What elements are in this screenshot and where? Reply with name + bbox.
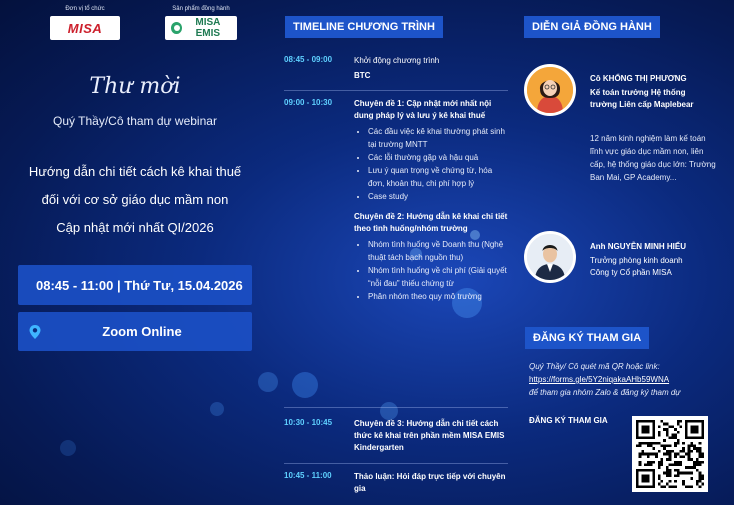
timeline-title: Chuyên đề 1: Cập nhật mới nhất nội dung pháp lý và lưu ý kê khai thuế bbox=[354, 99, 492, 120]
timeline-bullets-2 bbox=[368, 238, 508, 303]
bokeh-dot bbox=[210, 402, 224, 416]
registration-qr-code[interactable] bbox=[632, 416, 708, 492]
bokeh-dot bbox=[292, 372, 318, 398]
timeline-bullets bbox=[368, 125, 508, 203]
misa-logo-text: MISA bbox=[67, 20, 103, 36]
speaker-role bbox=[590, 87, 694, 111]
timeline-bullet: • Nhóm tình huống về Doanh thu (Nghệ thuật tách bạch nguồn thu) bbox=[368, 238, 508, 264]
bokeh-dot bbox=[60, 440, 76, 456]
timeline-bullet: • Case study bbox=[368, 190, 508, 203]
event-time-box bbox=[18, 265, 252, 305]
speaker-role-line: Trưởng phòng kinh doanh bbox=[590, 256, 683, 265]
misa-logo bbox=[50, 16, 120, 40]
invitation-line: Quý Thầy/Cô tham dự webinar bbox=[53, 114, 217, 128]
headline-line-3: Cập nhật mới nhất QI/2026 bbox=[56, 220, 214, 235]
webinar-headline bbox=[8, 158, 262, 242]
timeline-item bbox=[284, 471, 508, 495]
speaker-portrait-icon bbox=[527, 67, 573, 113]
speaker-role-line: Công ty Cổ phần MISA bbox=[590, 268, 672, 277]
misa-emis-logo bbox=[165, 16, 237, 40]
timeline-bullet: • Các đầu việc kê khai thường phát sinh tại trường MNTT bbox=[368, 125, 508, 151]
timeline-sub: BTC bbox=[354, 71, 371, 80]
timeline-divider bbox=[284, 407, 508, 408]
timeline-time: 10:45 - 11:00 bbox=[284, 471, 332, 480]
speaker-portrait-icon bbox=[527, 234, 573, 280]
registration-heading: ĐĂNG KÝ THAM GIA bbox=[525, 327, 649, 349]
speaker-role-line: trường Liên cấp Maplebear bbox=[590, 100, 694, 109]
timeline-title: Khởi động chương trình bbox=[354, 56, 440, 65]
speakers-heading: DIỄN GIẢ ĐỒNG HÀNH bbox=[524, 16, 660, 38]
bokeh-dot bbox=[258, 372, 278, 392]
product-caption: Sản phẩm đồng hành bbox=[172, 6, 230, 12]
timeline-heading: TIMELINE CHƯƠNG TRÌNH bbox=[285, 16, 443, 38]
registration-note-suffix: để tham gia nhóm Zalo & đăng ký tham dự bbox=[529, 388, 681, 397]
emis-icon bbox=[171, 22, 182, 34]
organizer-caption: Đơn vị tổ chức bbox=[65, 6, 105, 12]
invitation-script-title: Thư mời bbox=[89, 74, 181, 99]
registration-link[interactable]: https://forms.gle/5Y2niqakaAHb59WNA bbox=[529, 375, 670, 384]
timeline-bullet: • Phân nhóm theo quy mô trường bbox=[368, 290, 508, 303]
speaker-avatar bbox=[524, 231, 576, 283]
headline-line-2: đối với cơ sở giáo dục mầm non bbox=[41, 192, 229, 207]
timeline-divider bbox=[284, 463, 508, 464]
timeline-title: Chuyên đề 3: Hướng dẫn chi tiết cách thức kê khai trên phần mềm MISA EMIS Kindergarten bbox=[354, 419, 505, 452]
speaker-avatar bbox=[524, 64, 576, 116]
qr-code-icon bbox=[636, 420, 704, 488]
timeline-divider bbox=[284, 90, 508, 91]
timeline-item bbox=[284, 55, 508, 82]
timeline-time: 10:30 - 10:45 bbox=[284, 418, 333, 427]
speaker-role bbox=[590, 255, 683, 279]
timeline-title: Thảo luận: Hỏi đáp trực tiếp với chuyên gia bbox=[354, 472, 506, 493]
headline-line-1: Hướng dẫn chi tiết cách kê khai thuế bbox=[28, 164, 242, 179]
speaker-name: Cô KHỔNG THỊ PHƯƠNG bbox=[590, 74, 687, 83]
product-logo-block bbox=[165, 6, 237, 40]
speaker-name: Anh NGUYỄN MINH HIẾU bbox=[590, 242, 686, 251]
timeline-bullet: • Nhóm tình huống về chi phí (Giải quyết “nỗi đau” thiếu chứng từ bbox=[368, 264, 508, 290]
timeline-item bbox=[284, 98, 508, 303]
timeline-item bbox=[284, 418, 508, 454]
timeline-bullet: • Các lỗi thường gặp và hậu quả bbox=[368, 151, 508, 164]
speaker-bio: 12 năm kinh nghiệm làm kế toán lĩnh vực giáo dục mầm non, liên cấp, hệ thống giáo dục lớn: Trường Ban Mai, GP Academy... bbox=[590, 134, 716, 182]
registration-note-prefix: Quý Thầy/ Cô quét mã QR hoặc link: bbox=[529, 362, 660, 371]
event-location: Zoom Online bbox=[102, 324, 182, 339]
misa-emis-logo-text: MISA EMIS bbox=[195, 17, 221, 39]
timeline-time: 09:00 - 10:30 bbox=[284, 98, 333, 107]
timeline-time: 08:45 - 09:00 bbox=[284, 55, 333, 64]
registration-qr-label: ĐĂNG KÝ THAM GIA bbox=[529, 416, 608, 425]
speaker-role-line: Kế toán trưởng Hệ thống bbox=[590, 88, 686, 97]
event-datetime: 08:45 - 11:00 | Thứ Tư, 15.04.2026 bbox=[36, 277, 243, 293]
timeline-title-2: Chuyên đề 2: Hướng dẫn kê khai chi tiết theo tình huống/nhóm trường bbox=[354, 212, 508, 233]
timeline-bullet: • Lưu ý quan trọng về chứng từ, hóa đơn, khoản thu, chi phí hợp lý bbox=[368, 164, 508, 190]
event-location-box bbox=[18, 312, 252, 351]
location-pin-icon bbox=[28, 324, 42, 340]
organizer-logo-block bbox=[50, 6, 120, 40]
registration-note bbox=[529, 360, 725, 399]
